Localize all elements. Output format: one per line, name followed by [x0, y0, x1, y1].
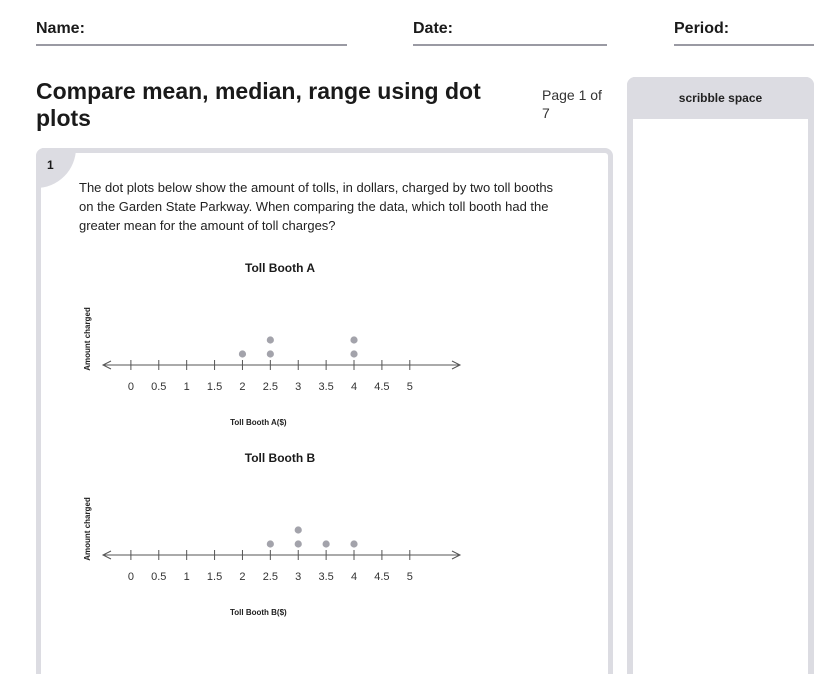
tick-label: 2 [239, 381, 246, 393]
tick-label: 1 [183, 571, 190, 583]
tick-label: 0 [127, 381, 134, 393]
tick-label: 1 [183, 381, 190, 393]
data-dot [267, 540, 274, 547]
tick-label: 3 [295, 571, 302, 583]
plot-a-title: Toll Booth A [245, 261, 315, 275]
x-axis-label: Toll Booth A($) [230, 418, 287, 427]
plot-b [70, 480, 490, 625]
data-dot [267, 336, 274, 343]
tick-label: 2 [239, 571, 246, 583]
data-dot [267, 350, 274, 357]
tick-label: 4 [350, 571, 358, 583]
data-dot [323, 540, 330, 547]
tick-label: 1.5 [206, 571, 223, 583]
tick-label: 5 [406, 381, 413, 393]
data-dot [350, 336, 357, 343]
plot-b-title: Toll Booth B [244, 451, 316, 465]
question-number-tab [36, 148, 76, 188]
y-axis-label: Amount charged [83, 497, 92, 561]
data-dot [239, 350, 246, 357]
data-dot [350, 540, 357, 547]
tick-label: 4.5 [374, 381, 390, 393]
tick-label: 1.5 [206, 381, 223, 393]
period-label: Period: [674, 20, 730, 37]
data-dot [350, 350, 357, 357]
question-text: The dot plots below show the amount of tolls, in dollars, charged by two toll booths on the Garden State Parkway. When comparing the data, which toll booth had the greater mean for the amount of toll charges? [79, 180, 554, 233]
tick-label: 3.5 [318, 571, 334, 583]
scribble-header [627, 77, 814, 119]
tick-label: 0.5 [151, 571, 167, 583]
page-indicator: Page 1 of 7 [542, 87, 602, 121]
tick-label: 5 [406, 571, 413, 583]
tick-label: 3.5 [318, 381, 334, 393]
date-line[interactable] [413, 44, 607, 46]
question-number: 1 [47, 158, 54, 172]
tick-label: 2.5 [262, 571, 278, 583]
tick-label: 3 [295, 381, 302, 393]
worksheet-title: Compare mean, median, range using dot plots [36, 78, 481, 131]
name-line[interactable] [36, 44, 347, 46]
scribble-panel[interactable] [627, 77, 814, 674]
period-line[interactable] [674, 44, 814, 46]
data-dot [295, 526, 302, 533]
plot-a [70, 290, 490, 435]
name-label: Name: [36, 20, 85, 37]
tick-label: 4 [350, 381, 358, 393]
scribble-label: scribble space [678, 91, 763, 105]
tick-label: 4.5 [374, 571, 390, 583]
x-axis-label: Toll Booth B($) [229, 608, 287, 617]
tick-label: 0.5 [151, 381, 167, 393]
tick-label: 0 [127, 571, 134, 583]
y-axis-label: Amount charged [83, 307, 92, 371]
date-label: Date: [413, 20, 454, 37]
data-dot [295, 540, 302, 547]
tick-label: 2.5 [262, 381, 278, 393]
